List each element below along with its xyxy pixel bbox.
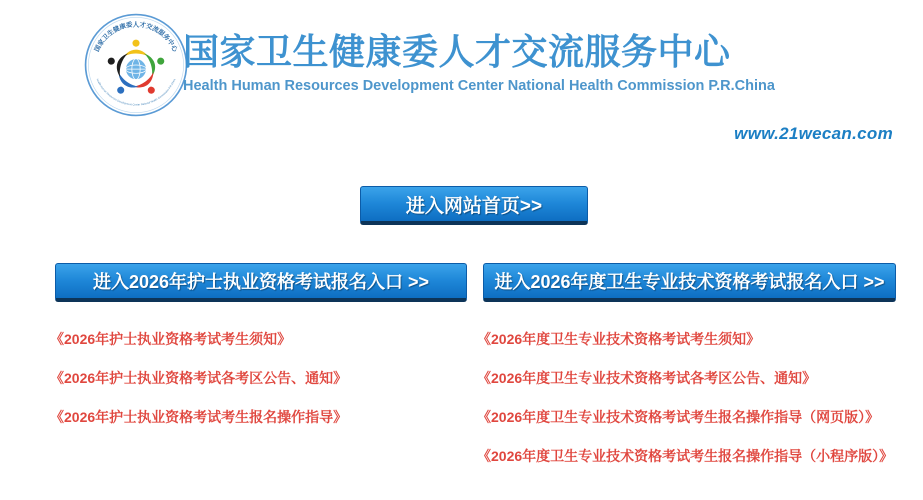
professional-exam-announcements-link[interactable]: 《2026年度卫生专业技术资格考试各考区公告、通知》	[477, 370, 817, 386]
health-professional-exam-entry-button[interactable]: 进入2026年度卫生专业技术资格考试报名入口 >>	[483, 263, 896, 302]
professional-exam-miniprogram-guide-link[interactable]: 《2026年度卫生专业技术资格考试考生报名操作指导（小程序版）》	[477, 448, 894, 464]
logo-arc-text-bottom: Health Human Resources Development Center National Health Commission P.R.China	[95, 78, 177, 107]
center-emblem-logo-icon	[84, 13, 188, 117]
health-professional-exam-link-list	[477, 331, 893, 464]
nurse-exam-registration-guide-link[interactable]: 《2026年护士执业资格考试考生报名操作指导》	[50, 409, 348, 425]
nurse-exam-entry-button[interactable]: 进入2026年护士执业资格考试报名入口 >>	[55, 263, 467, 302]
logo-globe-icon	[126, 59, 147, 80]
nurse-exam-notice-link[interactable]: 《2026年护士执业资格考试考生须知》	[50, 331, 292, 347]
nurse-exam-link-list	[50, 331, 347, 425]
header	[183, 30, 803, 94]
professional-exam-web-guide-link[interactable]: 《2026年度卫生专业技术资格考试考生报名操作指导（网页版）》	[477, 409, 880, 425]
enter-homepage-button[interactable]: 进入网站首页>>	[360, 186, 588, 225]
professional-exam-notice-link[interactable]: 《2026年度卫生专业技术资格考试考生须知》	[477, 331, 761, 347]
logo-arc-text-top: 国家卫生健康委人才交流服务中心	[93, 21, 179, 54]
page-title: 国家卫生健康委人才交流服务中心	[183, 31, 731, 72]
page-subtitle-english: Health Human Resources Development Center National Health Commission P.R.China	[183, 78, 775, 95]
nurse-exam-announcements-link[interactable]: 《2026年护士执业资格考试各考区公告、通知》	[50, 370, 348, 386]
website-url: www.21wecan.com	[734, 124, 893, 143]
